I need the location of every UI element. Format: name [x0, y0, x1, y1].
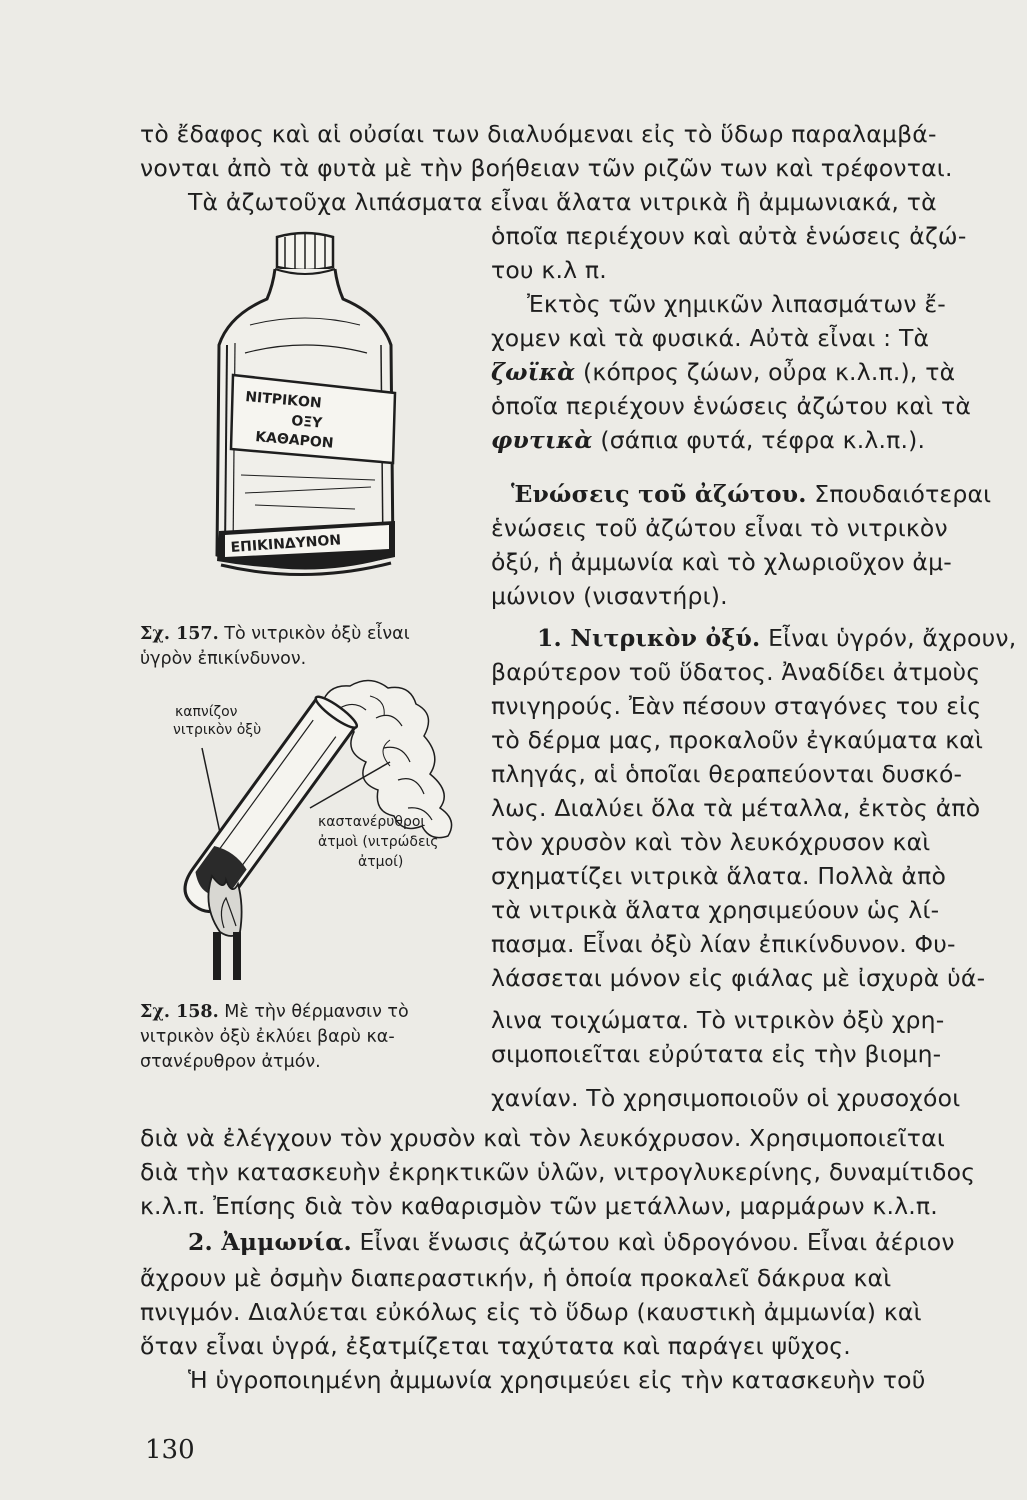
text-run: (κόπρος ζώων, οὖρα κ.λ.π.), τὰ — [575, 358, 956, 386]
right-column-line: πασμα. Εἶναι ὀξὺ λίαν ἐπικίνδυνον. Φυ- — [491, 930, 956, 958]
body-line: ὅταν εἶναι ὑγρά, ἐξατμίζεται ταχύτατα καὶ παράγει ψῦχος. — [140, 1332, 851, 1360]
bottle-label-line1: ΝΙΤΡΙΚΟΝ — [244, 389, 323, 412]
section-heading-line — [511, 477, 1021, 511]
right-column-line: μώνιον (νισαντήρι). — [491, 582, 728, 610]
figure-number: Σχ. 157. — [140, 624, 219, 644]
annotation-fuming-acid-line1: καπνίζον — [175, 704, 238, 720]
section-heading-line — [537, 621, 1027, 655]
right-column-line: τὰ νιτρικὰ ἅλατα χρησιμεύουν ὡς λί- — [491, 896, 940, 924]
right-column-line: πληγάς, αἱ ὁποῖαι θεραπεύονται δυσκό- — [491, 760, 963, 788]
figure-158-caption — [140, 1001, 470, 1024]
figure-158-caption: στανέρυθρον ἀτμόν. — [140, 1052, 321, 1072]
bottle-warning-text: ΕΠΙΚΙΝΔΥΝΟΝ — [230, 532, 342, 556]
right-column-line: πνιγηρούς. Ἐὰν πέσουν σταγόνες του εἰς — [491, 692, 982, 720]
body-line: κ.λ.π. Ἐπίσης διὰ τὸν καθαρισμὸν τῶν μετάλλων, μαρμάρων κ.λ.π. — [140, 1192, 938, 1220]
annotation-vapors-line1: καστανέρυθροι — [318, 814, 426, 830]
right-column-line: λάσσεται μόνον εἰς φιάλας μὲ ἰσχυρὰ ὑά- — [491, 964, 986, 992]
right-column-line: τὸν χρυσὸν καὶ τὸν λευκόχρυσον καὶ — [491, 828, 931, 856]
heated-test-tube-illustration — [140, 670, 480, 992]
right-column-line — [491, 423, 1001, 457]
right-column-line: βαρύτερον τοῦ ὕδατος. Ἀναδίδει ἀτμοὺς — [491, 658, 981, 686]
body-line: Τὰ ἀζωτοῦχα λιπάσματα εἶναι ἅλατα νιτρικὰ ἢ ἀμμωνιακά, τὰ — [188, 188, 937, 216]
right-column-line: ὁποῖα περιέχουν καὶ αὐτὰ ἑνώσεις ἀζώ- — [491, 222, 967, 250]
nitric-acid-bottle-illustration — [205, 225, 410, 610]
right-column-line — [491, 355, 1001, 389]
right-column-line: σιμοποιεῖται εὐρύτατα εἰς τὴν βιομη- — [491, 1040, 942, 1068]
right-column-line: ἑνώσεις τοῦ ἀζώτου εἶναι τὸ νιτρικὸν — [491, 514, 948, 542]
page-number: 130 — [145, 1435, 195, 1465]
figure-157-caption — [140, 623, 470, 646]
right-column-line: σχηματίζει νιτρικὰ ἅλατα. Πολλὰ ἀπὸ — [491, 862, 947, 890]
body-line: Ἡ ὑγροποιημένη ἀμμωνία χρησιμεύει εἰς τὴν κατασκευὴν τοῦ — [188, 1366, 926, 1394]
annotation-fuming-acid-line2: νιτρικὸν ὀξὺ — [173, 722, 262, 738]
bottle-label-line2: ΟΞΥ — [290, 413, 323, 432]
annotation-vapors-line2: ἀτμοὶ (νιτρώδεις — [318, 834, 439, 850]
body-line: νονται ἀπὸ τὰ φυτὰ μὲ τὴν βοήθειαν τῶν ριζῶν των καὶ τρέφονται. — [140, 154, 953, 182]
annotation-vapors-line3: ἀτμοί) — [358, 854, 404, 870]
body-line: τὸ ἔδαφος καὶ αἱ οὐσίαι των διαλυόμεναι εἰς τὸ ὕδωρ παραλαμβά- — [140, 120, 937, 148]
figure-number: Σχ. 158. — [140, 1002, 219, 1022]
right-column-line: λως. Διαλύει ὅλα τὰ μέταλλα, ἐκτὸς ἀπὸ — [491, 794, 981, 822]
text-run: Σπουδαιότεραι — [806, 480, 992, 508]
caption-text: Μὲ τὴν θέρμανσιν τὸ — [218, 1002, 409, 1022]
body-line: διὰ τὴν κατασκευὴν ἐκρηκτικῶν ὑλῶν, νιτρογλυκερίνης, δυναμίτιδος — [140, 1158, 976, 1186]
text-run: Εἶναι ἕνωσις ἀζώτου καὶ ὑδρογόνου. Εἶναι ἀέριον — [351, 1228, 955, 1256]
body-line: ἄχρουν μὲ ὀσμὴν διαπεραστικήν, ἡ ὁποία προκαλεῖ δάκρυα καὶ — [140, 1264, 892, 1292]
right-column-line: ὀξύ, ἡ ἀμμωνία καὶ τὸ χλωριοῦχον ἀμ- — [491, 548, 952, 576]
section-heading: 1. Νιτρικὸν ὀξύ. — [537, 624, 761, 652]
text-run: (σάπια φυτά, τέφρα κ.λ.π.). — [592, 426, 926, 454]
right-column-line: Ἐκτὸς τῶν χημικῶν λιπασμάτων ἔ- — [527, 290, 946, 318]
right-column-line: τὸ δέρμα μας, προκαλοῦν ἐγκαύματα καὶ — [491, 726, 984, 754]
right-column-line: χομεν καὶ τὰ φυσικά. Αὐτὰ εἶναι : Τὰ — [491, 324, 930, 352]
text-run: Εἶναι ὑγρόν, ἄχρουν, — [760, 624, 1017, 652]
body-line: διὰ νὰ ἐλέγχουν τὸν χρυσὸν καὶ τὸν λευκόχρυσον. Χρησιμοποιεῖται — [140, 1124, 945, 1152]
term-fytika: φυτικὰ — [491, 426, 593, 454]
body-line — [188, 1225, 1027, 1259]
right-column-line: ὁποῖα περιέχουν ἑνώσεις ἀζώτου καὶ τὰ — [491, 392, 972, 420]
body-line: πνιγμόν. Διαλύεται εὐκόλως εἰς τὸ ὕδωρ (καυστικὴ ἀμμωνία) καὶ — [140, 1298, 922, 1326]
caption-text: Τὸ νιτρικὸν ὀξὺ εἶναι — [218, 624, 410, 644]
figure-157-caption: ὑγρὸν ἐπικίνδυνον. — [140, 649, 307, 669]
right-column-line: χανίαν. Τὸ χρησιμοποιοῦν οἱ χρυσοχόοι — [491, 1084, 961, 1112]
section-heading: Ἑνώσεις τοῦ ἀζώτου. — [511, 480, 807, 508]
right-column-line: του κ.λ π. — [491, 256, 607, 284]
bottle-label-line3: ΚΑΘΑΡΟΝ — [254, 429, 335, 452]
right-column-line: λινα τοιχώματα. Τὸ νιτρικὸν ὀξὺ χρη- — [491, 1006, 945, 1034]
term-zoika: ζωϊκὰ — [491, 358, 576, 386]
figure-158-caption: νιτρικὸν ὀξὺ ἐκλύει βαρὺ κα- — [140, 1027, 395, 1047]
section-heading: 2. Ἀμμωνία. — [188, 1228, 352, 1256]
